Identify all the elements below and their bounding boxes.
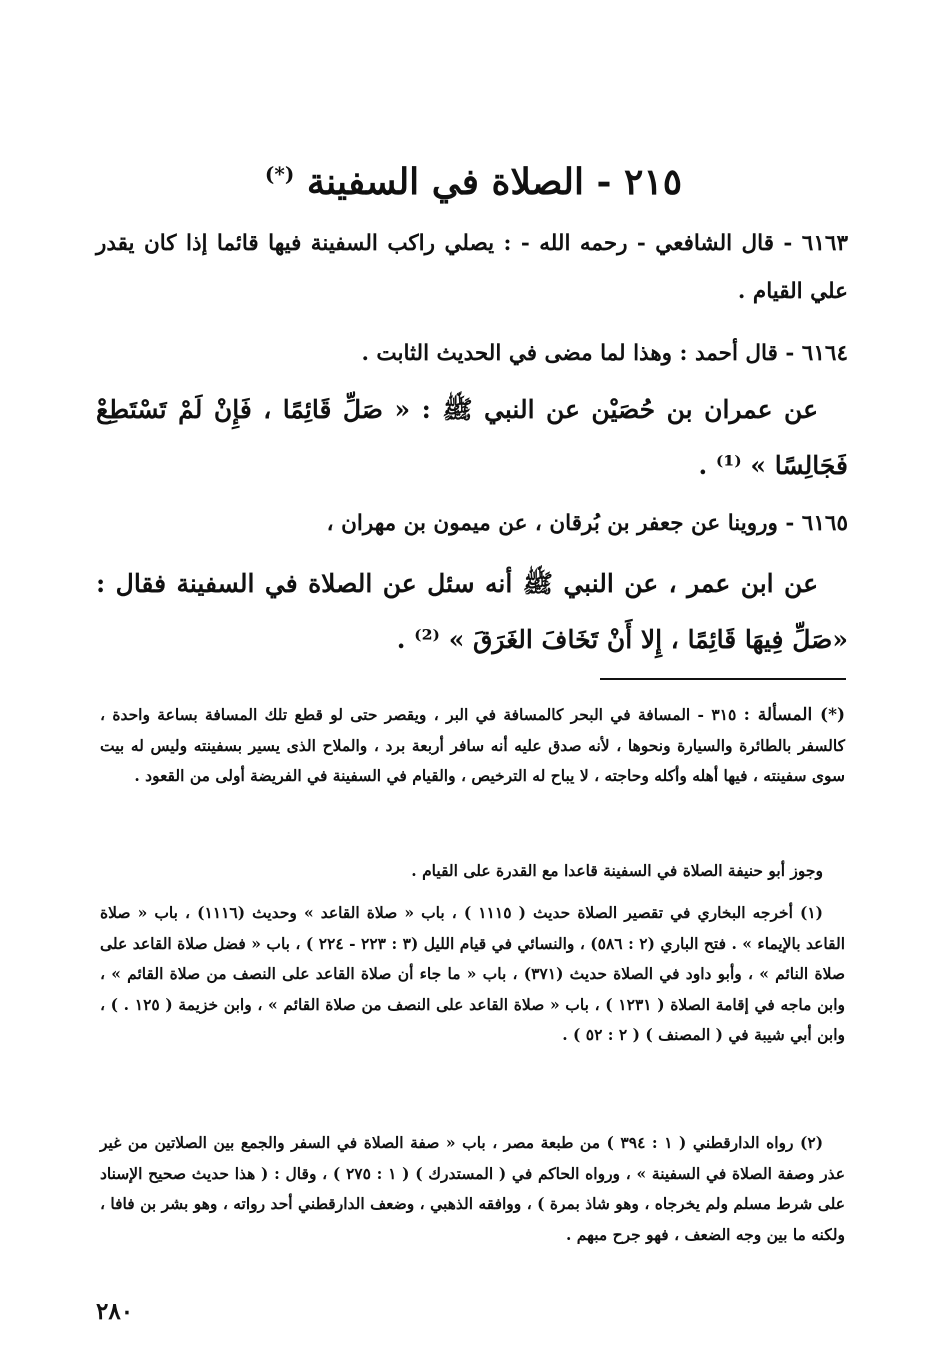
- hadith-imran: [96, 382, 848, 494]
- footnote-2-text: (٢) رواه الدارقطني ( ١ : ٣٩٤ ) من طبعة مصر ، باب « صفة الصلاة في السفر والجمع بين الصلاتين من غير عذر وصفة الصلاة في السفينة » ، ورواه الحاكم في ( المستدرك ) ( ١ : ٢٧٥ ) ، وقال : ( هذا حديث صحيح الإسناد على شرط مسلم ولم يخرجاه ، وهو شاذ بمرة ) ، ووافقه الذهبي ، وضعف الدارقطني أحد رواته ، وهو بشر بن فافا ، ولكنه ما بين وجه الضعف ، فهو جرح مبهم .: [100, 1133, 845, 1244]
- paragraph-number: ٦١٦٤: [801, 341, 848, 366]
- footnote-star: [100, 700, 845, 792]
- page-number: ٢٨٠: [96, 1298, 134, 1325]
- footnote-separator: [600, 678, 846, 680]
- chapter-dash: -: [596, 161, 612, 203]
- paragraph-text: - وروينا عن جعفر بن بُرقان ، عن ميمون بن مهران ،: [326, 511, 795, 536]
- paragraph-text: - قال الشافعي - رحمه الله - : يصلي راكب السفينة فيها قائما إذا كان يقدر علي القيام .: [96, 231, 848, 304]
- chapter-title: الصلاة في السفينة: [306, 161, 584, 203]
- footnote-1-text: (١) أخرجه البخاري في تقصير الصلاة حديث ( ١١١٥ ) ، باب « صلاة القاعد » وحديث (١١١٦) ، باب « صلاة القاعد بالإيماء » . فتح الباري (٢ : ٥٨٦) ، والنسائي في قيام الليل (٣ : ٢٢٣ - ٢٢٤ ) ، باب « فضل صلاة القاعد على صلاة النائم » ، وأبو داود في الصلاة حديث (٣٧١) ، باب « ما جاء أن صلاة القاعد على النصف من صلاة القائم » ، وابن ماجه في إقامة الصلاة ( ١٢٣١ ) ، باب « صلاة القاعد على النصف من صلاة القائم » ، وابن خزيمة ( ١٢٥ . ) ، وابن أبي شيبة في ( المصنف ) ( ٢ : ٥٢ ) .: [100, 903, 846, 1044]
- footnote-star-text2: وجوز أبو حنيفة الصلاة في السفينة قاعدا مع القدرة على القيام .: [411, 861, 823, 880]
- footnote-2: [100, 1128, 845, 1250]
- footnote-1: [100, 898, 845, 1051]
- paragraph-number: ٦١٦٥: [801, 511, 848, 536]
- footnote-star-text: ٣١٥ - المسافة في البحر كالمسافة في البر ، ويقصر حتى لو قطع تلك المسافة بساعة واحدة ، كالسفر بالطائرة والسيارة ونحوها ، لأنه صدق عليه أنه سافر أربعة برد ، والملاح الذى يسير بسفينته وليس له بيت سوى سفينته ، فيها أهله وأكله وحاجته ، لا يباح له الترخيص ، والقيام في السفينة في الفريضة أولى من القعود .: [100, 705, 845, 785]
- paragraph-6163: [96, 220, 848, 316]
- paragraph-6164: [96, 330, 848, 378]
- hadith-text: عن عمران بن حُصَيْن عن النبي ﷺ : « صَلِّ قَائِمًا ، فَإِنْ لَمْ تَسْتَطِعْ فَجَالِسًا » ⁽¹⁾ .: [96, 395, 848, 480]
- paragraph-text: - قال أحمد : وهذا لما مضى في الحديث الثابت .: [361, 341, 795, 366]
- hadith-text: عن ابن عمر ، عن النبي ﷺ أنه سئل عن الصلاة في السفينة فقال : «صَلِّ فِيهَا قَائِمًا ، إِلا أَنْ تَخَافَ الغَرَقَ » ⁽²⁾ .: [96, 569, 848, 654]
- chapter-heading: [100, 146, 847, 210]
- footnote-star-lead: (*) المسألة :: [743, 705, 846, 725]
- chapter-number: ٢١٥: [624, 161, 683, 203]
- paragraph-number: ٦١٦٣: [801, 231, 848, 256]
- footnote-star-extra: [100, 856, 845, 887]
- hadith-ibn-umar: [96, 556, 848, 668]
- paragraph-6165: [96, 500, 848, 548]
- chapter-note-mark: (*): [264, 162, 295, 186]
